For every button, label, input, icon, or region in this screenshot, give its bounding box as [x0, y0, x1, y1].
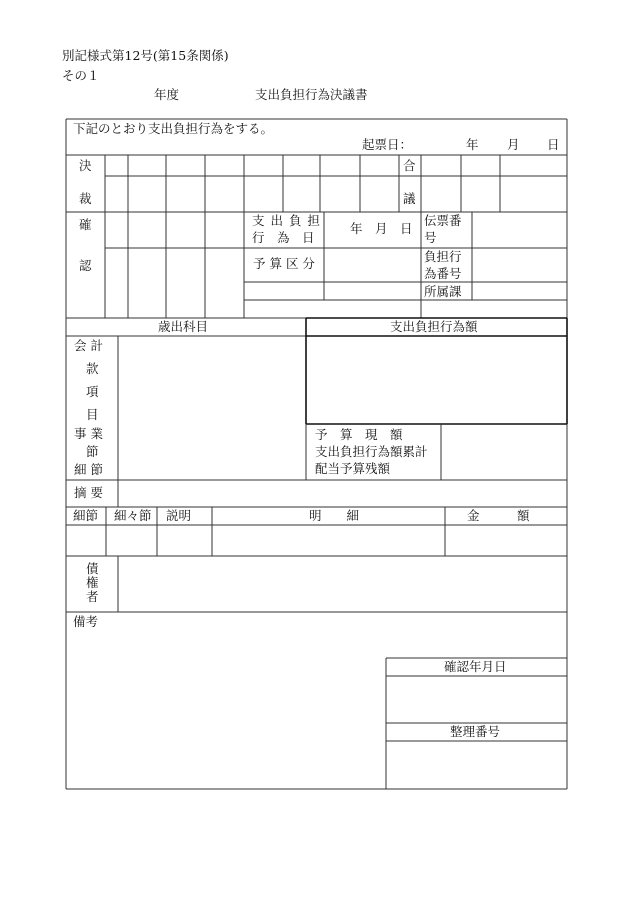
draft-year: 年	[466, 137, 479, 152]
detail-header-amount: 金 額	[467, 508, 530, 523]
draft-day: 日	[547, 137, 560, 152]
kessai-2: 裁	[79, 191, 92, 206]
kakunin-2: 認	[79, 258, 92, 273]
draft-date-label: 起票日：	[362, 137, 413, 152]
intro-text: 下記のとおり支出負担行為をする。	[73, 121, 274, 136]
remarks-label: 備考	[73, 614, 99, 629]
detail-header-saisaisetsu: 細々節	[114, 508, 152, 523]
creditor-label-2: 権	[86, 575, 99, 590]
detail-header-saisetsu: 細節	[73, 508, 99, 523]
setsu-label: 節	[86, 444, 99, 459]
amount-header: 支出負担行為額	[390, 319, 478, 334]
dept-label: 所属課	[424, 284, 462, 299]
budget-current-label: 予 算 現 額	[315, 427, 403, 442]
form-sub: その１	[62, 68, 100, 83]
budget-cumulative-label: 支出負担行為額累計	[315, 444, 428, 459]
detail-header-breakdown: 明 細	[309, 508, 360, 523]
serial-no-label: 整理番号	[450, 724, 501, 739]
budget-div-label: 予 算 区 分	[253, 256, 315, 271]
detail-header-description: 説明	[166, 508, 192, 523]
gougi-2: 議	[403, 191, 416, 206]
burden-no-label-2: 為番号	[424, 266, 462, 281]
form-title: 支出負担行為決議書	[255, 87, 368, 102]
confirm-date-label: 確認年月日	[444, 659, 507, 674]
summary-label: 摘 要	[74, 485, 103, 500]
kessai-1: 決	[79, 158, 92, 173]
creditor-label-3: 者	[86, 589, 99, 604]
draft-month: 月	[507, 137, 520, 152]
voucher-no-label-2: 号	[424, 230, 437, 245]
expense-item-header: 歳出科目	[158, 319, 209, 334]
saisetsu-label: 細 節	[74, 462, 103, 477]
gougi-1: 合	[403, 158, 416, 173]
voucher-no-label-1: 伝票番	[424, 213, 462, 228]
budget-remaining-label: 配当予算残額	[315, 461, 391, 476]
commit-date-label-1: 支 出 負 担	[252, 213, 321, 228]
form-id: 別記様式第12号(第15条関係)	[62, 48, 229, 63]
project-label: 事 業	[74, 426, 103, 441]
kou-label: 項	[86, 384, 99, 399]
commit-date-label-2: 行 為 日	[252, 230, 315, 245]
moku-label: 目	[86, 407, 99, 422]
account-label: 会 計	[74, 338, 103, 353]
creditor-label-1: 債	[86, 561, 99, 576]
kakunin-1: 確	[79, 217, 92, 232]
kan-label: 款	[86, 361, 99, 376]
year-label: 年度	[154, 87, 180, 102]
burden-no-label-1: 負担行	[424, 249, 462, 264]
commit-date-value: 年 月 日	[350, 221, 413, 236]
